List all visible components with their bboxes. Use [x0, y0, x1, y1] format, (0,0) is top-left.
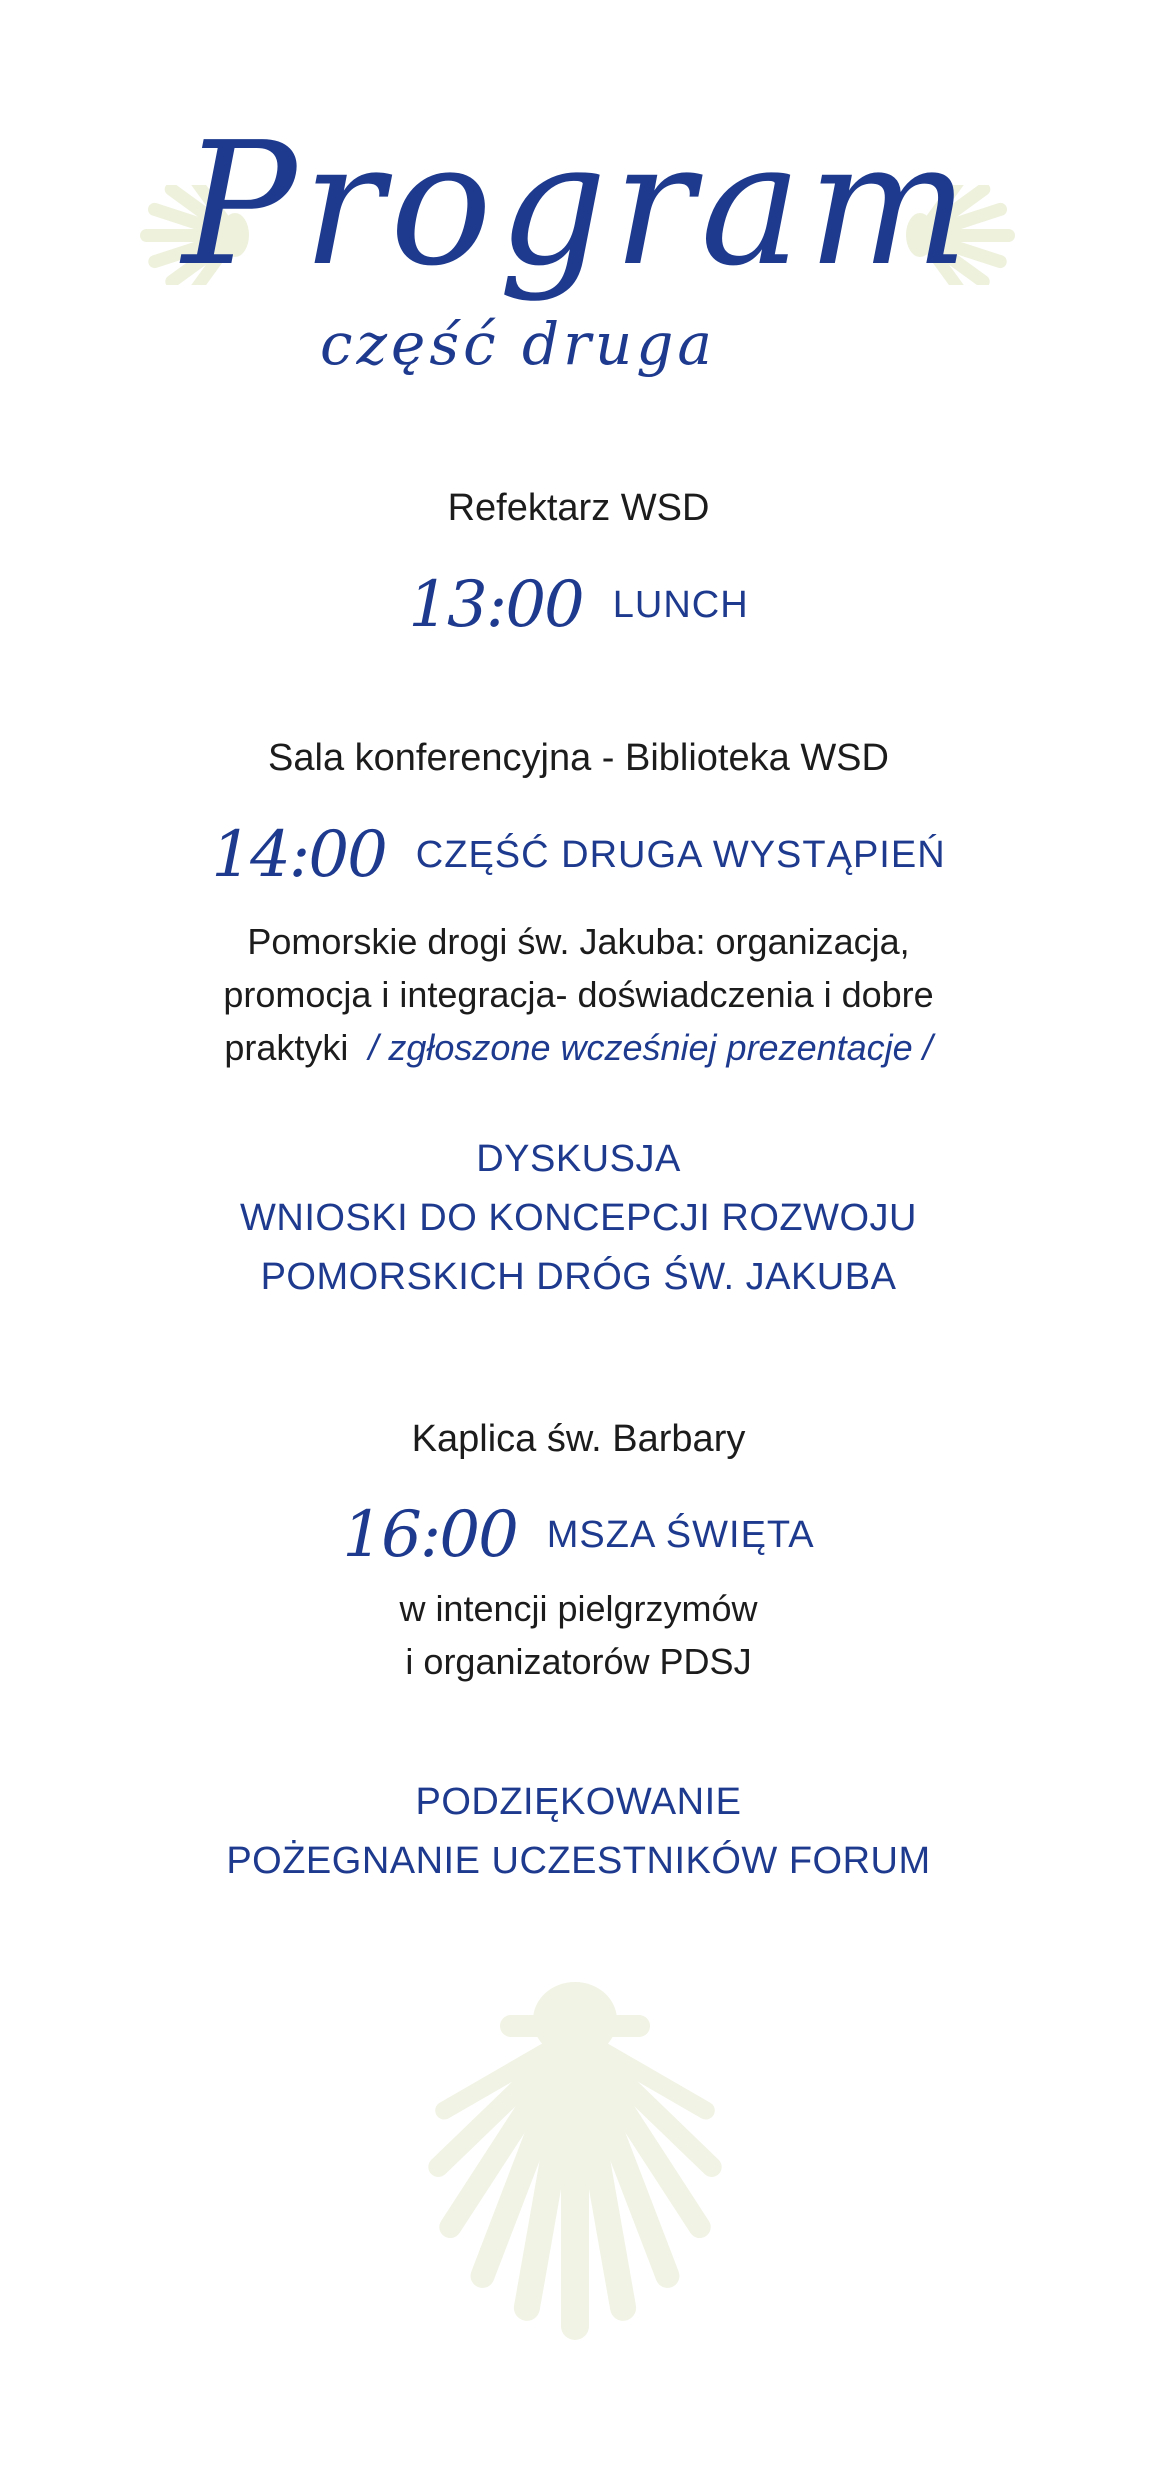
discussion-line: WNIOSKI DO KONCEPCJI ROZWOJU — [240, 1197, 917, 1239]
page-title: Program — [182, 106, 975, 304]
description-line: Pomorskie drogi św. Jakuba: organizacja, — [247, 921, 910, 962]
talks-description — [0, 915, 1157, 1074]
mass-description — [0, 1582, 1157, 1688]
schedule-row-lunch — [0, 568, 1157, 642]
discussion-heading: DYSKUSJA — [476, 1138, 681, 1180]
closing-line: PODZIĘKOWANIE — [415, 1781, 742, 1823]
description-note: / zgłoszone wcześniej prezentacje / — [368, 1027, 933, 1068]
time-label: 14:00 — [211, 818, 386, 892]
venue-conference-hall: Sala konferencyjna - Biblioteka WSD — [268, 737, 889, 779]
time-label: 16:00 — [342, 1498, 517, 1572]
header — [0, 106, 1157, 420]
discussion-block — [0, 1130, 1157, 1307]
event-label: MSZA ŚWIĘTA — [546, 1513, 815, 1556]
scallop-shell-icon — [405, 1975, 745, 2355]
time-label: 13:00 — [408, 568, 583, 642]
discussion-line: POMORSKICH DRÓG ŚW. JAKUBA — [260, 1256, 897, 1298]
description-line: i organizatorów PDSJ — [405, 1641, 752, 1682]
schedule-row-talks — [0, 818, 1157, 892]
closing-line: POŻEGNANIE UCZESTNIKÓW FORUM — [226, 1840, 931, 1882]
venue-refectory: Refektarz WSD — [447, 487, 710, 529]
venue-chapel: Kaplica św. Barbary — [411, 1418, 746, 1460]
page-subtitle: część druga — [320, 310, 716, 378]
closing-block — [0, 1773, 1157, 1891]
description-line: promocja i integracja- doświadczenia i dobre — [223, 974, 934, 1015]
description-text: praktyki — [224, 1027, 349, 1068]
description-line — [0, 1021, 1157, 1074]
event-label: CZĘŚĆ DRUGA WYSTĄPIEŃ — [415, 833, 946, 876]
description-line: w intencji pielgrzymów — [399, 1588, 758, 1629]
schedule-row-mass — [0, 1498, 1157, 1572]
event-label: LUNCH — [612, 583, 749, 626]
